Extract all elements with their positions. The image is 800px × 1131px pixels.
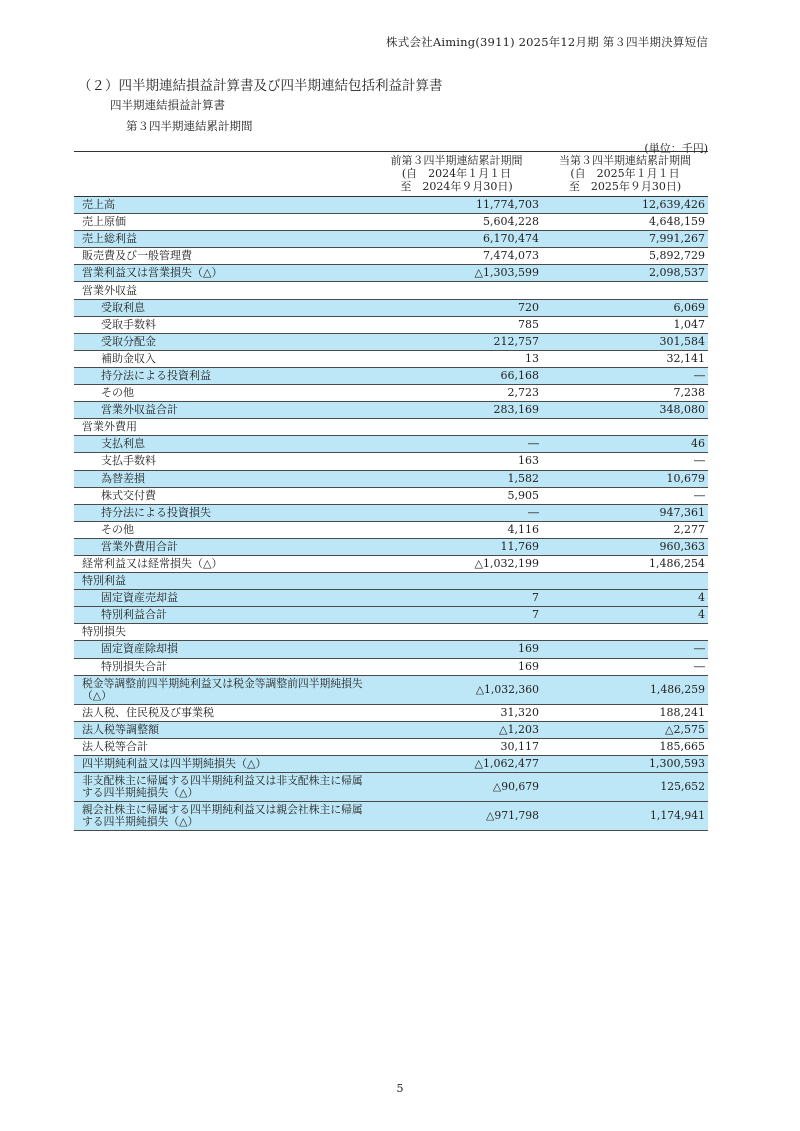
cur-period-value: ― — [542, 487, 708, 504]
row-label: 営業外費用合計 — [74, 538, 371, 555]
table-row — [74, 607, 708, 624]
table-row — [74, 265, 708, 282]
unit-label: (単位：千円) — [644, 142, 708, 155]
table-row — [74, 802, 708, 831]
cur-period-value: 5,892,729 — [542, 248, 708, 265]
table-row — [74, 453, 708, 470]
prev-period-value: 31,320 — [371, 704, 542, 721]
header-prev-line1: 前第３四半期連結累計期間 — [390, 154, 523, 167]
row-label: 法人税等調整額 — [74, 721, 371, 738]
cur-period-value: ― — [542, 453, 708, 470]
header-prev-period — [371, 152, 542, 197]
cur-period-value: 2,277 — [542, 521, 708, 538]
table-row — [74, 738, 708, 755]
prev-period-value: △1,062,477 — [371, 755, 542, 772]
row-label: 非支配株主に帰属する四半期純利益又は非支配株主に帰属する四半期純損失（△） — [74, 773, 371, 802]
row-label: その他 — [74, 385, 371, 402]
row-label: 株式交付費 — [74, 487, 371, 504]
prev-period-value: 13 — [371, 350, 542, 367]
table-row — [74, 248, 708, 265]
cur-period-value: 185,665 — [542, 738, 708, 755]
table-row — [74, 367, 708, 384]
prev-period-value: 11,769 — [371, 538, 542, 555]
header-cur-period — [542, 152, 708, 197]
cur-period-value — [542, 282, 708, 299]
prev-period-value: 283,169 — [371, 402, 542, 419]
cur-period-value: 947,361 — [542, 504, 708, 521]
cur-period-value: 7,991,267 — [542, 231, 708, 248]
row-label: 営業外収益 — [74, 282, 371, 299]
cur-period-value: 12,639,426 — [542, 197, 708, 214]
cur-period-value: 1,486,259 — [542, 675, 708, 704]
cur-period-value: 7,238 — [542, 385, 708, 402]
table-row — [74, 487, 708, 504]
cur-period-value: 1,174,941 — [542, 802, 708, 831]
prev-period-value: △1,303,599 — [371, 265, 542, 282]
prev-period-value: 720 — [371, 299, 542, 316]
cur-period-value: ― — [542, 658, 708, 675]
header-cur-line1: 当第３四半期連結累計期間 — [559, 154, 691, 167]
table-row — [74, 402, 708, 419]
header-prev-line3: 至 2024年９月30日) — [400, 180, 513, 193]
table-row — [74, 675, 708, 704]
prev-period-value: 11,774,703 — [371, 197, 542, 214]
cur-period-value: 32,141 — [542, 350, 708, 367]
row-label: 補助金収入 — [74, 350, 371, 367]
income-statement-table — [74, 151, 708, 831]
statement-title: 四半期連結損益計算書 — [110, 98, 225, 112]
table-row — [74, 316, 708, 333]
cur-period-value: 348,080 — [542, 402, 708, 419]
section-title: （２）四半期連結損益計算書及び四半期連結包括利益計算書 — [78, 78, 443, 94]
cur-period-value: 2,098,537 — [542, 265, 708, 282]
prev-period-value: 1,582 — [371, 470, 542, 487]
prev-period-value: 7 — [371, 590, 542, 607]
row-label: その他 — [74, 521, 371, 538]
prev-period-value: 7,474,073 — [371, 248, 542, 265]
table-row — [74, 504, 708, 521]
table-row — [74, 573, 708, 590]
row-label: 法人税、住民税及び事業税 — [74, 704, 371, 721]
prev-period-value: △1,032,199 — [371, 555, 542, 572]
prev-period-value: △1,032,360 — [371, 675, 542, 704]
row-label: 支払利息 — [74, 436, 371, 453]
document-header: 株式会社Aiming(3911) 2025年12月期 第３四半期決算短信 — [386, 35, 708, 49]
cur-period-value: 1,486,254 — [542, 555, 708, 572]
prev-period-value: △90,679 — [371, 773, 542, 802]
table-row — [74, 641, 708, 658]
table-row — [74, 350, 708, 367]
table-row — [74, 555, 708, 572]
cur-period-value: 4 — [542, 607, 708, 624]
header-label-cell — [74, 152, 371, 197]
row-label: 営業外費用 — [74, 419, 371, 436]
table-row — [74, 282, 708, 299]
prev-period-value: 2,723 — [371, 385, 542, 402]
prev-period-value: ― — [371, 504, 542, 521]
row-label: 税金等調整前四半期純利益又は税金等調整前四半期純損失（△） — [74, 675, 371, 704]
cur-period-value — [542, 624, 708, 641]
cur-period-value: 4,648,159 — [542, 214, 708, 231]
header-cur-line3: 至 2025年９月30日) — [568, 180, 682, 193]
cur-period-value: △2,575 — [542, 721, 708, 738]
row-label: 為替差損 — [74, 470, 371, 487]
row-label: 特別利益 — [74, 573, 371, 590]
table-row — [74, 755, 708, 772]
prev-period-value — [371, 282, 542, 299]
prev-period-value: △1,203 — [371, 721, 542, 738]
prev-period-value: 169 — [371, 658, 542, 675]
table-row — [74, 624, 708, 641]
row-label: 特別損失 — [74, 624, 371, 641]
header-cur-line2: (自 2025年１月１日 — [570, 167, 680, 180]
cur-period-value: 1,300,593 — [542, 755, 708, 772]
table-header-row — [74, 152, 708, 197]
table-row — [74, 197, 708, 214]
prev-period-value — [371, 624, 542, 641]
row-label: 受取分配金 — [74, 333, 371, 350]
row-label: 売上総利益 — [74, 231, 371, 248]
cur-period-value: 10,679 — [542, 470, 708, 487]
table-row — [74, 538, 708, 555]
prev-period-value: 6,170,474 — [371, 231, 542, 248]
row-label: 持分法による投資損失 — [74, 504, 371, 521]
row-label: 特別利益合計 — [74, 607, 371, 624]
prev-period-value: 5,905 — [371, 487, 542, 504]
cur-period-value — [542, 419, 708, 436]
table-row — [74, 299, 708, 316]
table-row — [74, 419, 708, 436]
header-prev-line2: (自 2024年１月１日 — [401, 167, 512, 180]
cur-period-value: 1,047 — [542, 316, 708, 333]
row-label: 固定資産除却損 — [74, 641, 371, 658]
prev-period-value: ― — [371, 436, 542, 453]
row-label: 経常利益又は経常損失（△） — [74, 555, 371, 572]
cur-period-value: 301,584 — [542, 333, 708, 350]
row-label: 固定資産売却益 — [74, 590, 371, 607]
table-row — [74, 773, 708, 802]
prev-period-value: 30,117 — [371, 738, 542, 755]
cur-period-value: 188,241 — [542, 704, 708, 721]
prev-period-value: 212,757 — [371, 333, 542, 350]
prev-period-value: 66,168 — [371, 367, 542, 384]
prev-period-value: 7 — [371, 607, 542, 624]
table-row — [74, 436, 708, 453]
row-label: 営業外収益合計 — [74, 402, 371, 419]
row-label: 売上高 — [74, 197, 371, 214]
prev-period-value: 5,604,228 — [371, 214, 542, 231]
table-row — [74, 385, 708, 402]
table-row — [74, 333, 708, 350]
prev-period-value — [371, 573, 542, 590]
cur-period-value: 46 — [542, 436, 708, 453]
table-row — [74, 590, 708, 607]
table-row — [74, 721, 708, 738]
row-label: 親会社株主に帰属する四半期純利益又は親会社株主に帰属する四半期純損失（△） — [74, 802, 371, 831]
table-row — [74, 704, 708, 721]
prev-period-value — [371, 419, 542, 436]
row-label: 四半期純利益又は四半期純損失（△） — [74, 755, 371, 772]
table-row — [74, 521, 708, 538]
cur-period-value: 4 — [542, 590, 708, 607]
row-label: 支払手数料 — [74, 453, 371, 470]
row-label: 販売費及び一般管理費 — [74, 248, 371, 265]
prev-period-value: 163 — [371, 453, 542, 470]
prev-period-value: 4,116 — [371, 521, 542, 538]
table-row — [74, 231, 708, 248]
page-number: 5 — [396, 1082, 404, 1095]
cur-period-value — [542, 573, 708, 590]
table-row — [74, 214, 708, 231]
row-label: 法人税等合計 — [74, 738, 371, 755]
prev-period-value: 785 — [371, 316, 542, 333]
cur-period-value: 960,363 — [542, 538, 708, 555]
row-label: 営業利益又は営業損失（△） — [74, 265, 371, 282]
cur-period-value: ― — [542, 641, 708, 658]
row-label: 持分法による投資利益 — [74, 367, 371, 384]
cur-period-value: ― — [542, 367, 708, 384]
row-label: 受取手数料 — [74, 316, 371, 333]
prev-period-value: △971,798 — [371, 802, 542, 831]
table-row — [74, 470, 708, 487]
cur-period-value: 125,652 — [542, 773, 708, 802]
row-label: 特別損失合計 — [74, 658, 371, 675]
table-row — [74, 658, 708, 675]
cur-period-value: 6,069 — [542, 299, 708, 316]
row-label: 受取利息 — [74, 299, 371, 316]
prev-period-value: 169 — [371, 641, 542, 658]
period-title: 第３四半期連結累計期間 — [126, 119, 253, 133]
row-label: 売上原価 — [74, 214, 371, 231]
